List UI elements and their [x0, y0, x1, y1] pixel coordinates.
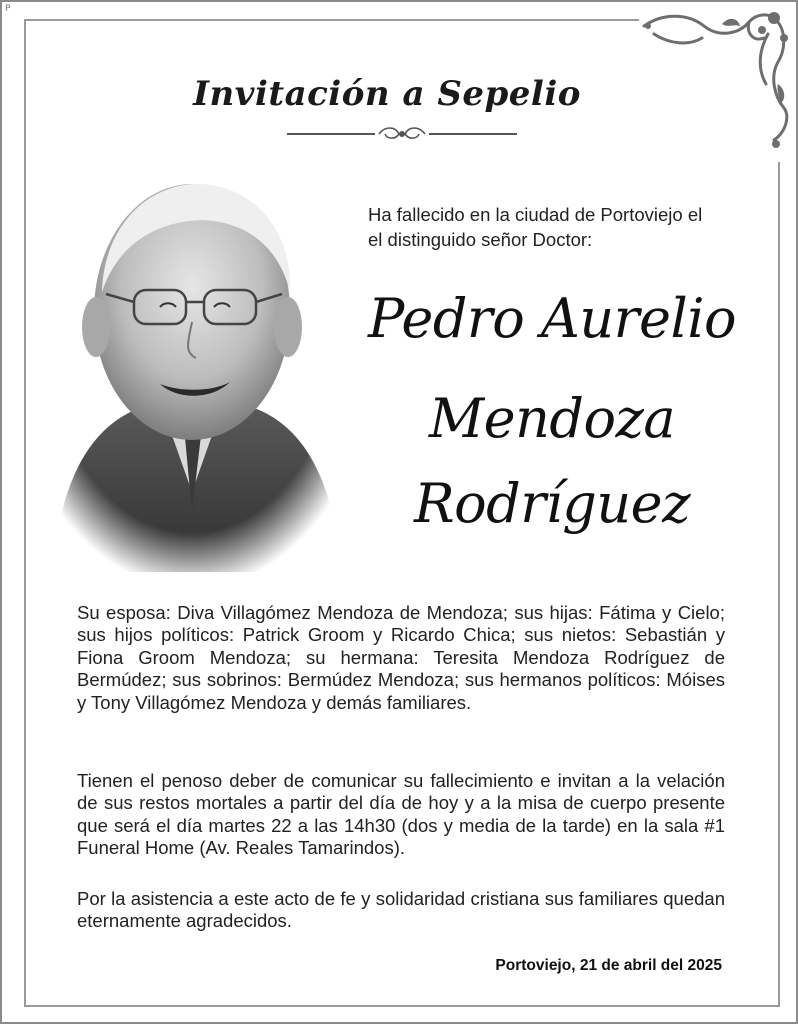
intro-text	[368, 202, 748, 252]
frame-right-line	[778, 162, 780, 1007]
invitation-paragraph: Tienen el penoso deber de comunicar su fallecimiento e invitan a la velación de sus restos mortales a partir del día de hoy y a la misa de cuerpo presente que será el día martes 22 a las 14h30 (dos y media de la tarde) en la sala #1 Funeral Home (Av. Reales Tamarindos).	[77, 770, 725, 859]
intro-line-2: el distinguido señor Doctor:	[368, 229, 593, 250]
deceased-name-line-1: Pedro Aurelio	[367, 287, 737, 350]
page-title: Invitación a Sepelio	[193, 74, 581, 114]
corner-mark: P	[5, 4, 11, 14]
family-paragraph: Su esposa: Diva Villagómez Mendoza de Mendoza; sus hijas: Fátima y Cielo; sus hijos políticos: Patrick Groom y Ricardo Chica; sus nietos: Sebastián y Fiona Groom Mendoza; su hermana: Teresita Mendoza Rodríguez de Bermúdez; sus sobrinos: Bermúdez Mendoza; sus hermanos políticos: Móises y Tony Villagómez Mendoza y demás familiares.	[77, 602, 725, 713]
deceased-name-line-2: Mendoza	[428, 387, 676, 450]
intro-line-1: Ha fallecido en la ciudad de Portoviejo el	[368, 204, 703, 225]
deceased-name-line-3: Rodríguez	[413, 472, 691, 535]
frame-top-line	[24, 19, 639, 21]
corner-ornament-icon	[634, 4, 794, 164]
thanks-paragraph: Por la asistencia a este acto de fe y solidaridad cristiana sus familiares quedan eternamente agradecidos.	[77, 888, 725, 932]
title-divider-ornament	[287, 124, 517, 144]
portrait-photo	[42, 162, 342, 572]
place-date: Portoviejo, 21 de abril del 2025	[495, 957, 722, 974]
